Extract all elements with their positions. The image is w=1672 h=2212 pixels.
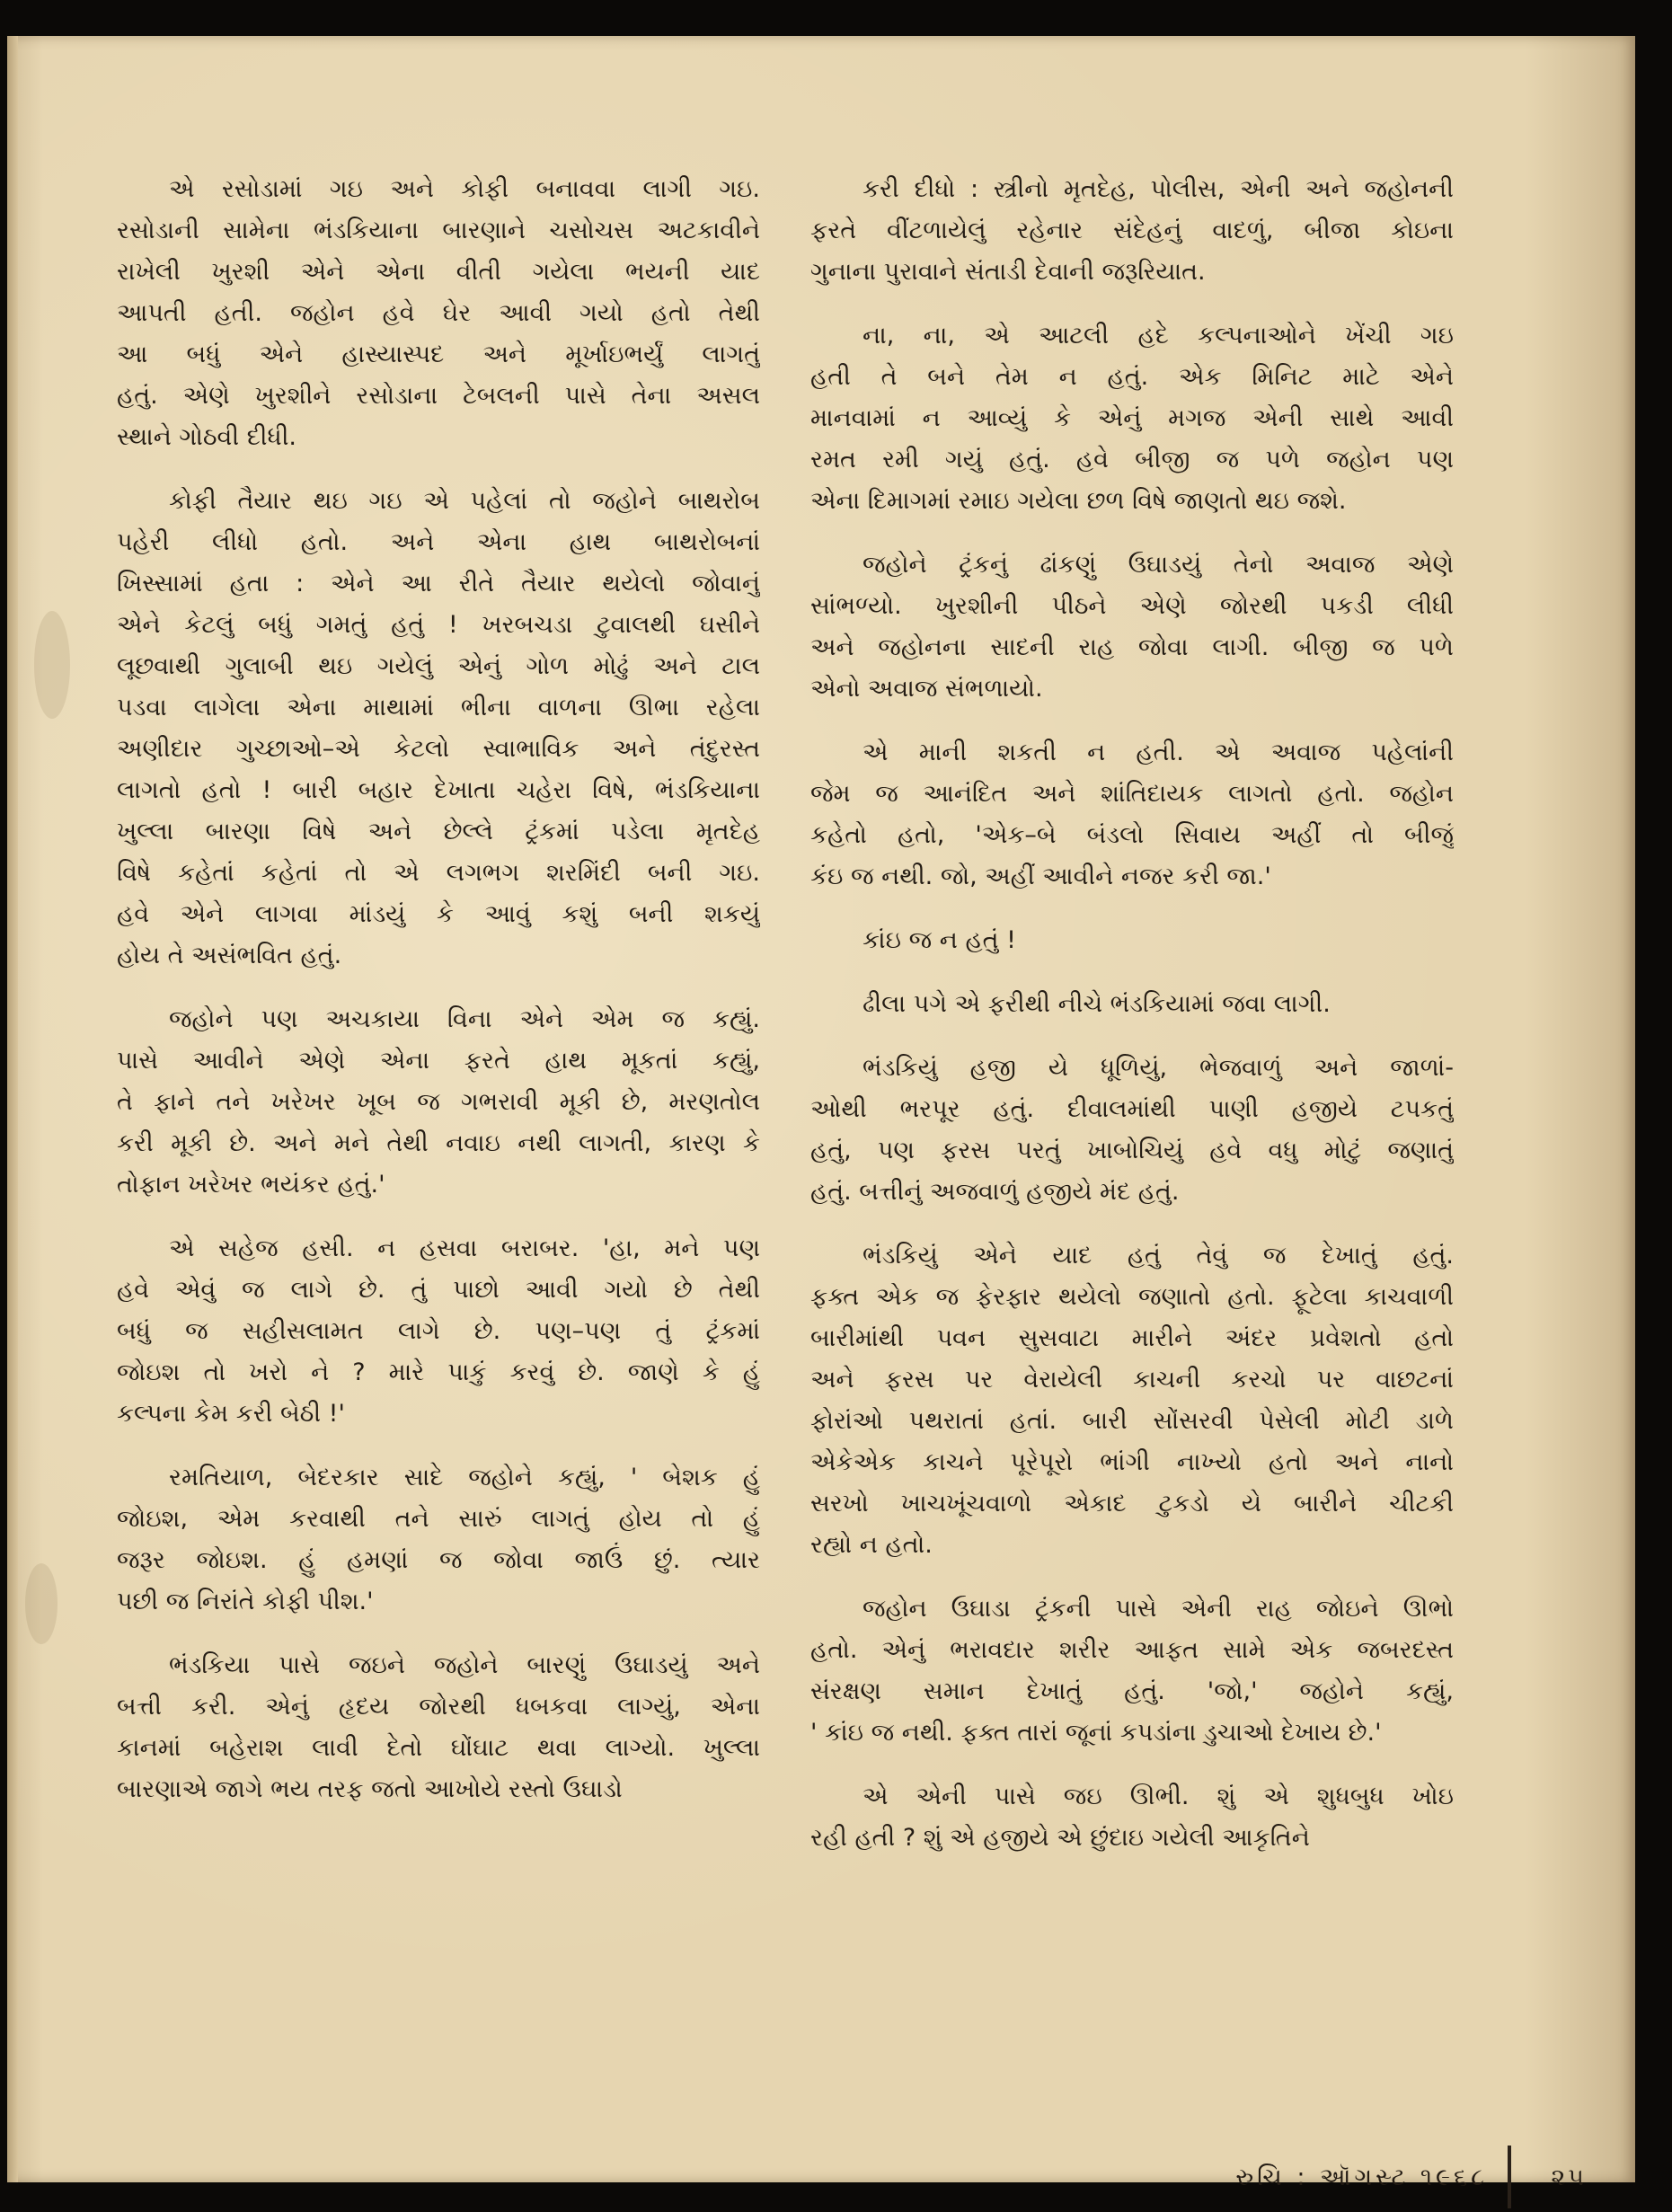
text-line: પહેરી લીધો હતો. અને એના હાથ બાથરોબનાં — [117, 528, 760, 556]
text-line: તોફાન ખરેખર ભયંકર હતું.' — [117, 1171, 385, 1199]
text-line: રાખેલી ખુરશી એને એના વીતી ગયેલા ભયની યાદ — [117, 258, 760, 286]
text-line: જેમ જ આનંદિત અને શાંતિદાયક લાગતો હતો. જહોન — [810, 780, 1454, 808]
text-line: જોઇશ, એમ કરવાથી તને સારું લાગતું હોય તો હું — [117, 1505, 760, 1533]
text-line: ભંડકિયું એને યાદ હતું તેવું જ દેખાતું હતું. — [863, 1242, 1454, 1270]
paragraph — [117, 1228, 760, 1435]
text-line: પછી જ નિરાંતે કોફી પીશ.' — [117, 1588, 374, 1615]
right-text-column — [810, 169, 1454, 1881]
text-line: બત્તી કરી. એનું હૃદય જોરથી ધબકવા લાગ્યું, એના — [117, 1693, 760, 1721]
paragraph — [117, 1645, 760, 1810]
text-line: રમત રમી ગયું હતું. હવે બીજી જ પળે જહોન પણ — [810, 446, 1454, 473]
text-line: પાસે આવીને એણે એના ફરતે હાથ મૂકતાં કહ્યું, — [117, 1047, 760, 1075]
text-line: હવે એને લાગવા માંડયું કે આવું કશું બની શકયું — [117, 900, 760, 928]
paper-stain — [25, 1563, 58, 1644]
paragraph — [117, 999, 760, 1206]
text-line: પડવા લાગેલા એના માથામાં ભીના વાળના ઊભા રહેલા — [117, 694, 760, 721]
text-line: જહોને પણ અચકાયા વિના એને એમ જ કહ્યું. — [169, 1005, 760, 1033]
text-line: એ રસોડામાં ગઇ અને કોફી બનાવવા લાગી ગઇ. — [169, 175, 760, 203]
text-line: કાંઇ જ ન હતું ! — [863, 926, 1016, 954]
text-line: બારીમાંથી પવન સુસવાટા મારીને અંદર પ્રવેશતો હતો — [810, 1324, 1454, 1352]
paper-stain — [34, 611, 70, 719]
text-line: એ એની પાસે જઇ ઊભી. શું એ શુધબુધ ખોઇ — [863, 1783, 1454, 1810]
text-line: હોય તે અસંભવિત હતું. — [117, 942, 342, 969]
text-line: જોઇશ તો ખરો ને ? મારે પાકું કરવું છે. જાણે કે હું — [117, 1358, 760, 1386]
left-text-column — [117, 169, 760, 1833]
text-line: હતું, પણ ફરસ પરતું ખાબોચિયું હવે વધુ મોટું જણાતું — [810, 1137, 1454, 1164]
text-line: કોફી તૈયાર થઇ ગઇ એ પહેલાં તો જહોને બાથરોબ — [169, 487, 760, 515]
text-line: સ્થાને ગોઠવી દીધી. — [117, 423, 297, 451]
text-line: આ બધું એને હાસ્યાસ્પદ અને મૂર્ખાઇભર્યું લાગતું — [117, 341, 760, 368]
text-line: કહેતો હતો, 'એક–બે બંડલો સિવાય અહીં તો બીજું — [810, 821, 1454, 849]
paragraph — [810, 1235, 1454, 1566]
text-line: ફક્ત એક જ ફેરફાર થયેલો જણાતો હતો. ફૂટેલા કાચવાળી — [810, 1283, 1454, 1311]
footer-divider — [1508, 2146, 1511, 2208]
page-spine-shadow — [7, 36, 18, 2182]
text-line: જહોન ઉઘાડા ટ્રંકની પાસે એની રાહ જોઇને ઊભો — [863, 1595, 1454, 1623]
text-line: એ સહેજ હસી. ન હસવા બરાબર. 'હા, મને પણ — [169, 1234, 760, 1262]
text-line: એને કેટલું બધું ગમતું હતું ! ખરબચડા ટુવાલથી ઘસીને — [117, 611, 760, 639]
text-line: ખુલ્લા બારણા વિષે અને છેલ્લે ટ્રંકમાં પડેલા મૃતદેહ — [117, 818, 760, 845]
text-line: ' કાંઇ જ નથી. ફક્ત તારાં જૂનાં કપડાંના ડુચાઓ દેખાય છે.' — [810, 1719, 1382, 1747]
text-line: તે ફાને તને ખરેખર ખૂબ જ ગભરાવી મૂકી છે, મરણતોલ — [117, 1088, 760, 1116]
text-line: રમતિયાળ, બેદરકાર સાદે જહોને કહ્યું, ' બેશક હું — [169, 1464, 760, 1491]
text-line: બધું જ સહીસલામત લાગે છે. પણ–પણ તું ટ્રંકમાં — [117, 1317, 760, 1345]
paragraph — [117, 481, 760, 977]
text-line: સરખો ખાચખૂંચવાળો એકાદ ટુકડો યે બારીને ચીટકી — [810, 1490, 1454, 1517]
text-line: અને ફરસ પર વેરાયેલી કાચની કરચો પર વાછટનાં — [810, 1366, 1454, 1394]
text-line: રહી હતી ? શું એ હજીયે એ છુંદાઇ ગયેલી આકૃતિને — [810, 1824, 1310, 1852]
paragraph — [810, 732, 1454, 898]
text-line: ફરતે વીંટળાયેલું રહેનાર સંદેહનું વાદળું, બીજા કોઇના — [810, 217, 1454, 244]
text-line: કલ્પના કેમ કરી બેઠી !' — [117, 1400, 345, 1428]
paragraph — [810, 544, 1454, 710]
text-line: લૂછવાથી ગુલાબી થઇ ગયેલું એનું ગોળ મોઢું અને ટાલ — [117, 652, 760, 680]
text-line: હતું. બત્તીનું અજવાળું હજીયે મંદ હતું. — [810, 1178, 1180, 1206]
paragraph — [810, 920, 1454, 961]
paragraph — [810, 1588, 1454, 1754]
text-line: હતું. એણે ખુરશીને રસોડાના ટેબલની પાસે તેના અસલ — [117, 382, 760, 410]
text-line: લાગતો હતો ! બારી બહાર દેખાતા ચહેરા વિષે, ભંડકિયાના — [117, 776, 760, 804]
text-line: રસોડાની સામેના ભંડકિયાના બારણાને ચસોચસ અટકાવીને — [117, 217, 760, 244]
text-line: સંરક્ષણ સમાન દેખાતું હતું. 'જો,' જહોને કહ્યું, — [810, 1677, 1454, 1705]
text-line: હતો. એનું ભરાવદાર શરીર આફત સામે એક જબરદસ્ત — [810, 1636, 1454, 1664]
text-line: એ માની શકતી ન હતી. એ અવાજ પહેલાંની — [863, 739, 1454, 766]
text-line: બારણાએ જાગે ભય તરફ જતો આખોયે રસ્તો ઉઘાડો — [117, 1775, 623, 1803]
paragraph — [810, 169, 1454, 293]
text-line: માનવામાં ન આવ્યું કે એનું મગજ એની સાથે આવી — [810, 404, 1454, 432]
text-line: એકેએક કાચને પૂરેપૂરો ભાંગી નાખ્યો હતો અને નાનો — [810, 1448, 1454, 1476]
text-line: હતી તે બને તેમ ન હતું. એક મિનિટ માટે એને — [810, 363, 1454, 391]
paragraph — [810, 1776, 1454, 1859]
magazine-page — [7, 36, 1635, 2191]
text-line: ભંડકિયું હજી યે ધૂળિયું, ભેજવાળું અને જાળાં- — [863, 1054, 1454, 1082]
text-line: અણીદાર ગુચ્છાઓ–એ કેટલો સ્વાભાવિક અને તંદુરસ્ત — [117, 735, 760, 763]
paragraph — [810, 984, 1454, 1025]
paragraph — [810, 1048, 1454, 1213]
text-line: ભંડકિયા પાસે જઇને જહોને બારણું ઉઘાડયું અને — [169, 1651, 760, 1679]
text-line: આપતી હતી. જહોન હવે ઘેર આવી ગયો હતો તેથી — [117, 299, 760, 327]
page-number: ૨૫ — [1551, 2163, 1587, 2191]
paragraph — [117, 1457, 760, 1623]
text-line: જહોને ટ્રંકનું ઢાંકણું ઉઘાડયું તેનો અવાજ એણે — [863, 551, 1454, 579]
text-line: હવે એવું જ લાગે છે. તું પાછો આવી ગયો છે તેથી — [117, 1276, 760, 1304]
text-line: સાંભળ્યો. ખુરશીની પીઠને એણે જોરથી પકડી લીધી — [810, 592, 1454, 620]
text-line: એના દિમાગમાં રમાઇ ગયેલા છળ વિષે જાણતો થઇ જશે. — [810, 487, 1347, 515]
text-line: વિષે કહેતાં કહેતાં તો એ લગભગ શરમિંદી બની ગઇ. — [117, 859, 760, 887]
text-line: જરૂર જોઇશ. હું હમણાં જ જોવા જાઉં છું. ત્યાર — [117, 1546, 760, 1574]
text-line: કરી દીધો : સ્ત્રીનો મૃતદેહ, પોલીસ, એની અને જહોનની — [863, 175, 1454, 203]
text-line: ઢીલા પગે એ ફરીથી નીચે ભંડકિયામાં જવા લાગી. — [863, 990, 1331, 1018]
text-line: ઓથી ભરપૂર હતું. દીવાલમાંથી પાણી હજીયે ટપકતું — [810, 1095, 1454, 1123]
text-line: ફોરાંઓ પથરાતાં હતાં. બારી સોંસરવી પેસેલી મોટી ડાળે — [810, 1407, 1454, 1435]
text-line: ના, ના, એ આટલી હદે કલ્પનાઓને ખેંચી ગઇ — [863, 322, 1454, 349]
text-line: એનો અવાજ સંભળાયો. — [810, 675, 1043, 703]
text-line: ગુનાના પુરાવાને સંતાડી દેવાની જરૂરિયાત. — [810, 258, 1206, 286]
text-line: કાનમાં બહેરાશ લાવી દેતો ઘોંઘાટ થવા લાગ્યો. ખુલ્લા — [117, 1734, 760, 1762]
text-line: કરી મૂકી છે. અને મને તેથી નવાઇ નથી લાગતી, કારણ કે — [117, 1129, 760, 1157]
text-line: કંઇ જ નથી. જો, અહીં આવીને નજર કરી જા.' — [810, 863, 1271, 890]
text-line: અને જહોનના સાદની રાહ જોવા લાગી. બીજી જ પળે — [810, 633, 1454, 661]
paragraph — [810, 315, 1454, 522]
text-line: ખિસ્સામાં હતા : એને આ રીતે તૈયાર થયેલો જોવાનું — [117, 570, 760, 597]
page-footer — [1066, 2158, 1605, 2212]
text-line: રહ્યો ન હતો. — [810, 1531, 933, 1559]
magazine-issue-label: રુચિ : ઑગસ્ટ ૧૯૬૮ — [1235, 2163, 1488, 2191]
paragraph — [117, 169, 760, 458]
